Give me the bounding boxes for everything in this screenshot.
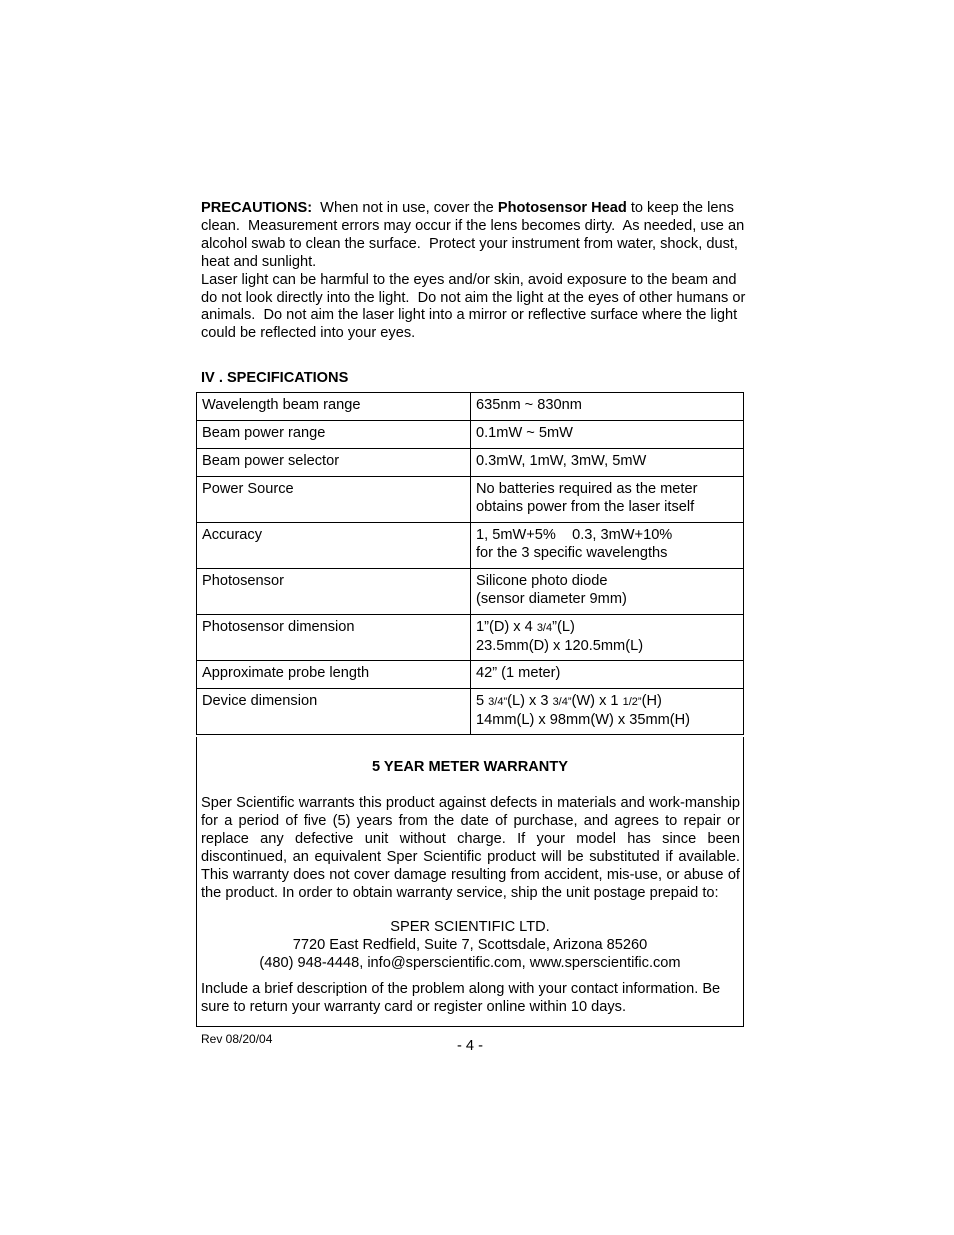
table-row — [197, 689, 744, 735]
spec-key: Photosensor dimension — [197, 615, 471, 661]
table-row — [197, 569, 744, 615]
spec-value-line — [476, 693, 738, 712]
spec-key: Beam power selector — [197, 449, 471, 477]
dim-text: (W) x 1 — [571, 693, 623, 709]
spec-value-line: 635nm ~ 830nm — [476, 397, 582, 413]
spec-key: Approximate probe length — [197, 661, 471, 689]
precautions-label: PRECAUTIONS: — [201, 200, 313, 216]
table-row — [197, 523, 744, 569]
spec-value — [471, 689, 744, 735]
spec-value-line: No batteries required as the meter — [476, 481, 698, 497]
page-number: - 4 - — [457, 1038, 483, 1054]
specifications-heading: IV . SPECIFICATIONS — [201, 370, 349, 386]
table-row — [197, 615, 744, 661]
dim-fraction: 3/4 — [536, 622, 553, 634]
company-name: SPER SCIENTIFIC LTD. — [390, 919, 550, 935]
spec-value-line: 23.5mm(D) x 120.5mm(L) — [476, 637, 644, 654]
table-row — [197, 421, 744, 449]
spec-value-line: 14mm(L) x 98mm(W) x 35mm(H) — [476, 711, 691, 728]
warranty-box — [196, 737, 744, 1027]
dim-text: ”(L) — [552, 619, 575, 635]
dim-text: (L) x 3 — [507, 693, 553, 709]
spec-key: Accuracy — [197, 523, 471, 569]
spec-value — [471, 421, 744, 449]
spec-value — [471, 393, 744, 421]
spec-key: Power Source — [197, 477, 471, 523]
dim-fraction: 1/2” — [622, 696, 642, 708]
photosensor-head-term: Photosensor Head — [497, 200, 627, 216]
dim-text: (H) — [641, 693, 662, 709]
spec-key: Photosensor — [197, 569, 471, 615]
table-row — [197, 393, 744, 421]
street-address: 7720 East Redfield, Suite 7, Scottsdale, Arizona 85260 — [292, 936, 648, 953]
spec-value-line: (sensor diameter 9mm) — [476, 590, 627, 607]
precautions-text-1: When not in use, cover the — [312, 200, 498, 216]
table-row — [197, 661, 744, 689]
warranty-title: 5 YEAR METER WARRANTY — [372, 759, 568, 775]
dim-fraction: 3/4” — [488, 696, 508, 708]
spec-value-line: obtains power from the laser itself — [476, 498, 695, 515]
warranty-body: Sper Scientific warrants this product against defects in materials and work-manship for a period of five (5) years from the date of purchase, and agrees to repair or replace any defective unit without charge. If your model has since been discontinued, an equivalent Sper Scientific product will be substituted if available. This warranty does not cover damage resulting from accident, mis-use, or abuse of the product. In order to obtain warranty service, ship the unit postage prepaid to: — [201, 795, 740, 901]
precautions-section — [201, 200, 750, 343]
spec-key: Wavelength beam range — [197, 393, 471, 421]
spec-value-line: 0.3mW, 1mW, 3mW, 5mW — [476, 453, 647, 469]
table-row — [197, 477, 744, 523]
spec-value — [471, 477, 744, 523]
specifications-table — [196, 392, 744, 735]
contact-info: (480) 948-4448, info@sperscientific.com, www.sperscientific.com — [259, 954, 681, 971]
dim-fraction: 3/4” — [552, 696, 572, 708]
spec-value — [471, 449, 744, 477]
spec-value — [471, 615, 744, 661]
precautions-text-2: to keep the lens clean. Measurement errors may occur if the lens becomes dirty. As needed, use an alcohol swab to clean the surface. Protect your instrument from water, shock, dust, heat and sunlight. — [201, 200, 749, 270]
laser-warning: Laser light can be harmful to the eyes and/or skin, avoid exposure to the beam and do not look directly into the light. Do not aim the light at the eyes of other humans or animals. Do not aim the laser light into a mirror or reflective surface where the light could be reflected into your eyes. — [201, 271, 750, 342]
spec-value-line: 0.1mW ~ 5mW — [476, 425, 573, 441]
spec-value-line: 42” (1 meter) — [476, 665, 561, 681]
precautions-paragraph — [201, 200, 749, 272]
spec-value — [471, 523, 744, 569]
warranty-note: Include a brief description of the problem along with your contact information. Be sure to return your warranty card or register online within 10 days. — [201, 981, 721, 1015]
spec-value-line: 1, 5mW+5% 0.3, 3mW+10% — [476, 527, 673, 543]
warranty-address — [197, 919, 743, 973]
dim-text: 5 — [476, 693, 489, 709]
table-row — [197, 449, 744, 477]
spec-value-line — [476, 619, 738, 638]
revision-label: Rev 08/20/04 — [201, 1032, 273, 1046]
spec-key: Device dimension — [197, 689, 471, 735]
spec-value — [471, 569, 744, 615]
spec-key: Beam power range — [197, 421, 471, 449]
spec-value-line: for the 3 specific wavelengths — [476, 544, 668, 561]
spec-value — [471, 661, 744, 689]
dim-text: 1”(D) x 4 — [476, 619, 537, 635]
spec-value-line: Silicone photo diode — [476, 573, 608, 589]
